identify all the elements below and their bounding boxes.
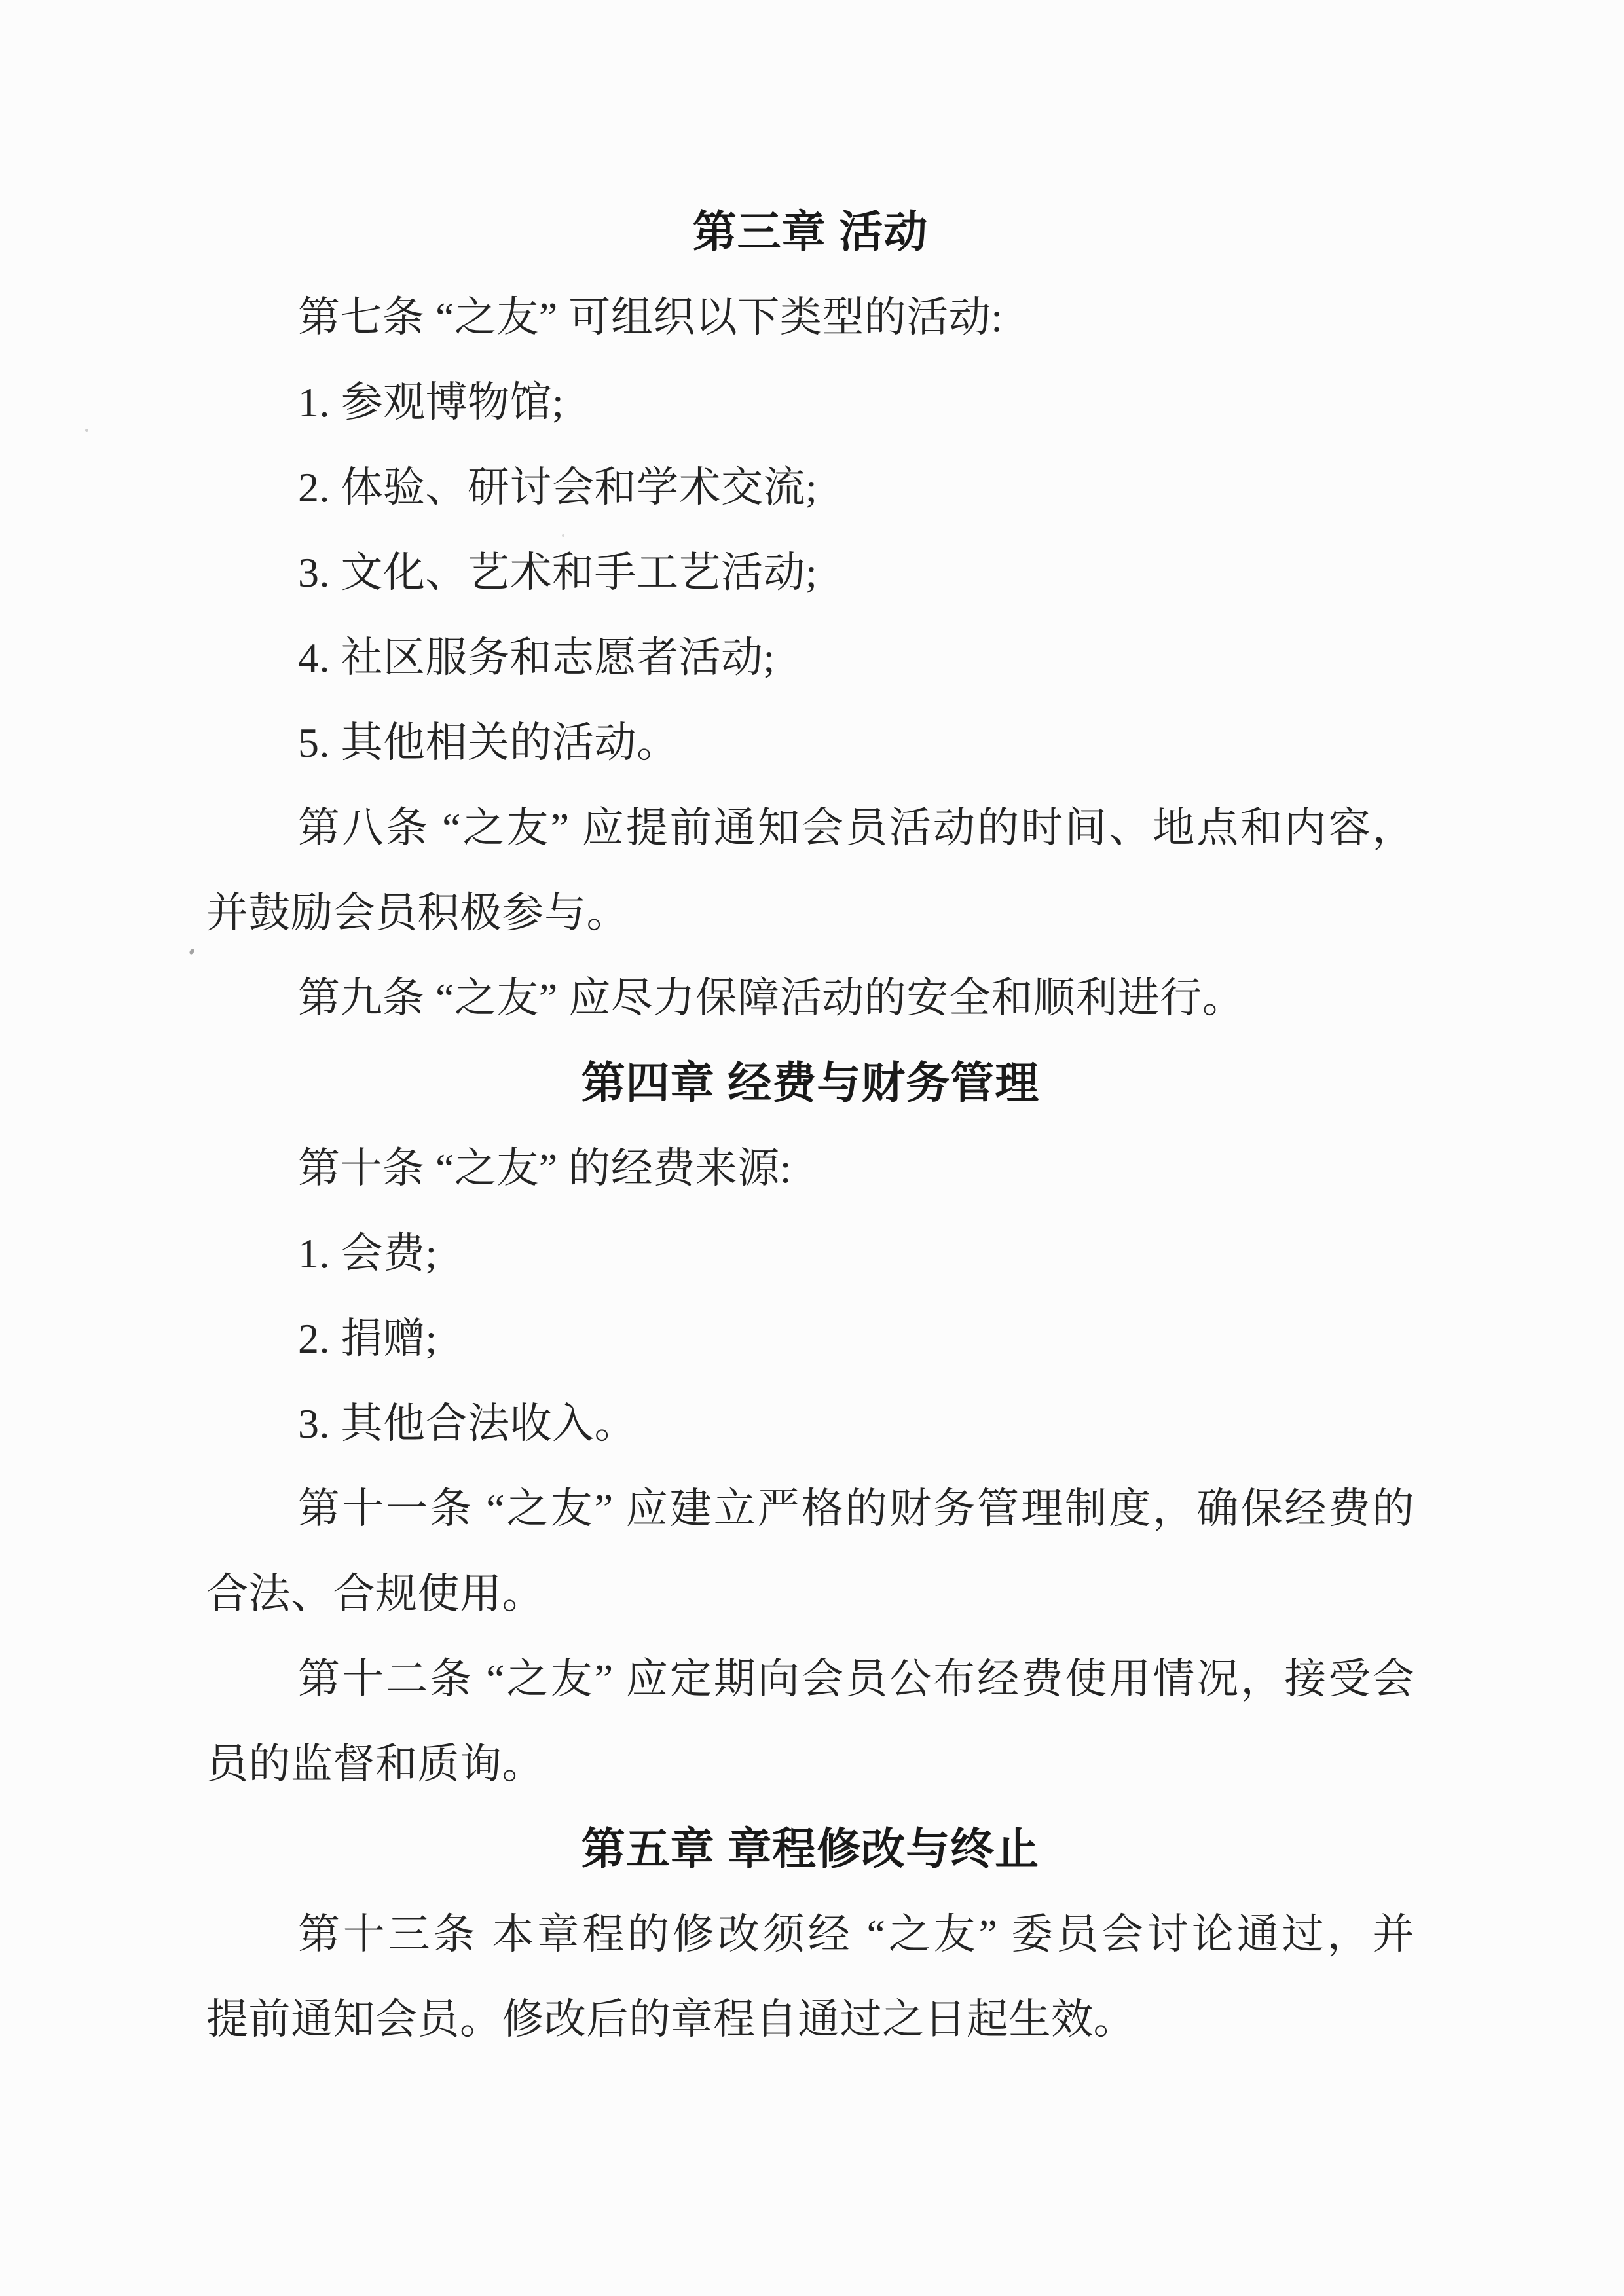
chapter-title: 第三章 活动 bbox=[692, 208, 929, 257]
list-item: 1. 会费; bbox=[298, 1230, 437, 1277]
paragraph-line: 并鼓励会员积极参与。 bbox=[206, 890, 629, 936]
paragraph-line: 第十三条 本章程的修改须经 “之友” 委员会讨论通过，并 bbox=[298, 1911, 1414, 1958]
paragraph-line: 第十一条 “之友” 应建立严格的财务管理制度，确保经费的 bbox=[298, 1485, 1414, 1532]
paragraph-line: 员的监督和质询。 bbox=[206, 1741, 544, 1787]
paragraph-line: 第八条 “之友” 应提前通知会员活动的时间、地点和内容， bbox=[298, 805, 1414, 851]
paragraph-line: 第九条 “之友” 应尽力保障活动的安全和顺利进行。 bbox=[298, 975, 1245, 1021]
scan-speck bbox=[85, 429, 88, 432]
paragraph-line: 第七条 “之友” 可组织以下类型的活动: bbox=[298, 294, 1003, 340]
paragraph-line: 第十条 “之友” 的经费来源: bbox=[298, 1145, 792, 1192]
paragraph-line: 提前通知会员。修改后的章程自通过之日起生效。 bbox=[206, 1996, 1135, 2043]
list-item: 4. 社区服务和志愿者活动; bbox=[298, 634, 775, 681]
chapter-title: 第四章 经费与财务管理 bbox=[581, 1059, 1040, 1108]
list-item: 3. 其他合法收入。 bbox=[298, 1400, 637, 1447]
paragraph-line: 合法、合规使用。 bbox=[206, 1571, 544, 1617]
list-item: 5. 其他相关的活动。 bbox=[298, 720, 679, 766]
scan-speck bbox=[189, 948, 195, 955]
document-body bbox=[206, 190, 1414, 2062]
paragraph-line: 第十二条 “之友” 应定期向会员公布经费使用情况，接受会 bbox=[298, 1656, 1414, 1702]
list-item: 1. 参观博物馆; bbox=[298, 379, 564, 426]
list-item: 3. 文化、艺术和手工艺活动; bbox=[298, 549, 818, 596]
scan-speck bbox=[562, 534, 564, 537]
chapter-title: 第五章 章程修改与终止 bbox=[581, 1825, 1040, 1874]
list-item: 2. 体验、研讨会和学术交流; bbox=[298, 464, 818, 511]
list-item: 2. 捐赠; bbox=[298, 1315, 437, 1362]
